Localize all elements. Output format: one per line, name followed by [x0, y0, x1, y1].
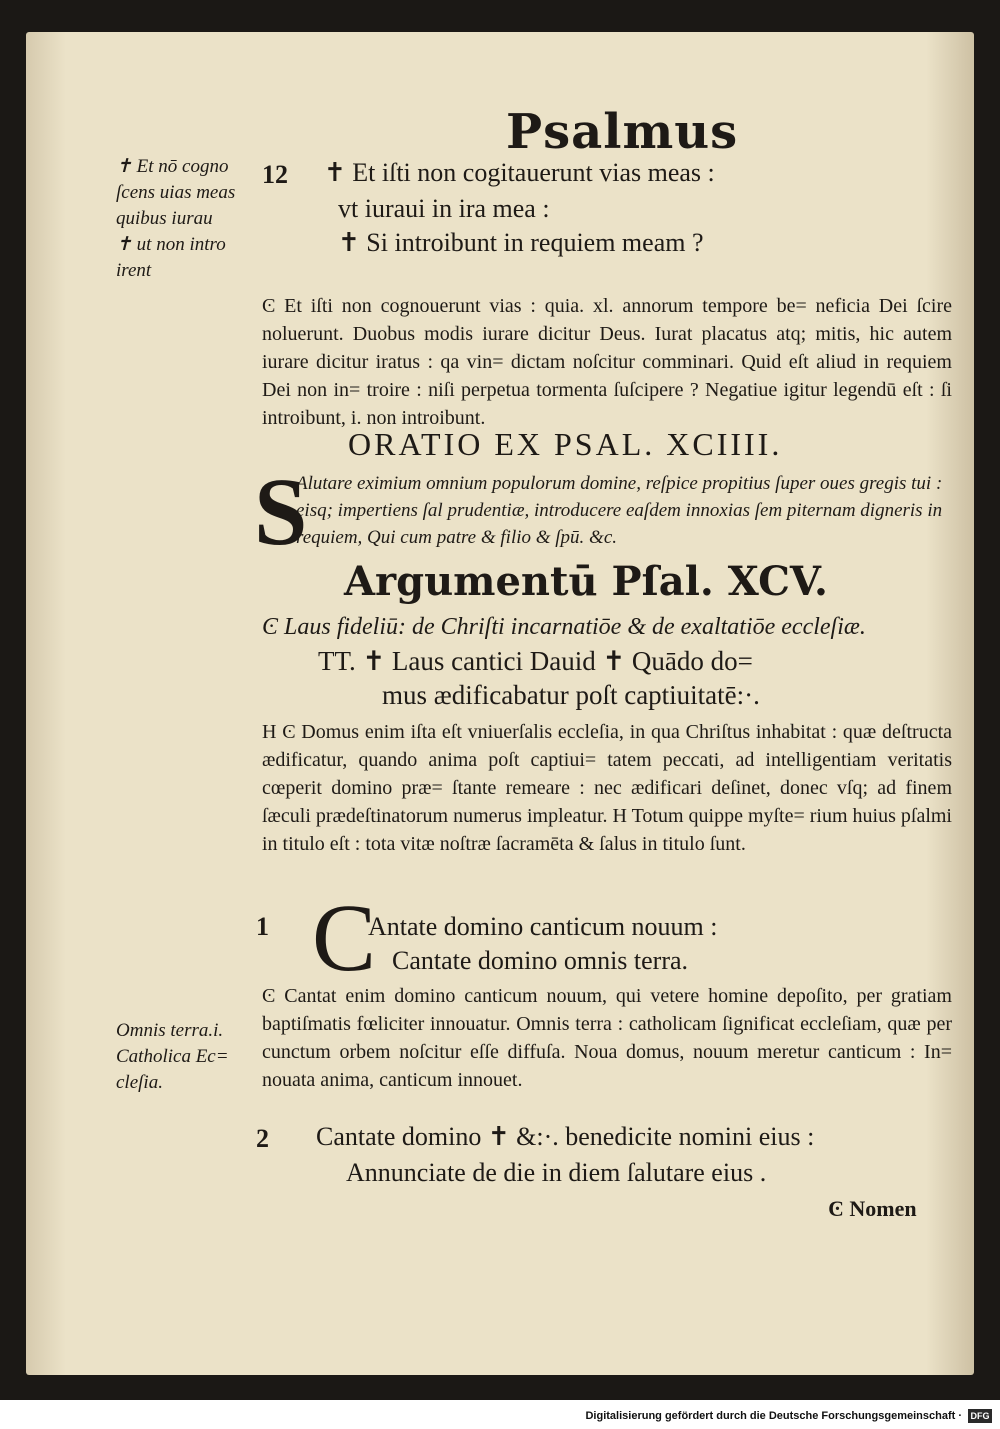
- verse-12-line-3: ✝ Si introibunt in requiem meam ?: [338, 228, 704, 257]
- verse-number-1: 1: [256, 912, 269, 941]
- dfg-logo-icon: DFG: [968, 1409, 992, 1423]
- dropcap-s: S: [254, 458, 308, 565]
- verse-12-line-2: vt iuraui in ira mea :: [338, 194, 550, 223]
- verse-2-line-2: Annunciate de die in diem ſalutare eius .: [346, 1158, 767, 1187]
- verse-number-12: 12: [262, 160, 288, 189]
- commentary-paragraph-2: H Ͼ Domus enim iſta eſt vniuerſalis eccleſia, in qua Chriſtus inhabitat : quæ deſtructa ædificatur, quando anima poſt captiui= tatem peccati, ad intelligentiam veritatis cœperit domino præ= ſtante remeare : nec ædificari deſinet, donec vſq; ad finem ſæculi prædeſtinatorum numerus impleatur. H Totum quippe myſte= rium huius pſalmi in titulo eſt : tota vitæ noſtræ ſacramēta & ſalus in titulo ſunt.: [262, 721, 952, 855]
- bleed-through-text-right-lower: [919, 912, 974, 972]
- oratio-heading: ORATIO EX PSAL. XCIIII.: [348, 426, 783, 462]
- verse-12-line-1: ✝ Et iſti non cogitauerunt vias meas :: [324, 158, 715, 187]
- bleed-through-text-right: [914, 182, 974, 742]
- verse-1-line-1: Antate domino canticum nouum :: [368, 912, 718, 941]
- psalm-title-line-2: mus ædificabatur poſt captiuitatē:·.: [382, 680, 760, 710]
- margin-note-2: Omnis terra.i. Catholica Ec= cleſia.: [116, 1020, 229, 1093]
- commentary-paragraph-3: Ͼ Cantat enim domino canticum nouum, qui vetere homine depoſito, per gratiam baptiſmatis fœliciter innouatur. Omnis terra : catholicam ſignificat eccleſiam, quæ per cunctum orbem noſcitur eſſe diffuſa. Noua domus, nouum meretur canticum : In= nouata anima, canticum innouet.: [262, 985, 952, 1091]
- oratio-text: Alutare eximium omnium populorum domine, reſpice propitius ſuper oues gregis tui : eisq; impertiens ſal prudentiæ, introducere eaſdem innoxias ſem piternam digneris in requiem, Qui cum patre & filio & ſpū. &c.: [296, 473, 943, 548]
- argumentum-heading: Argumentū Pſal. XCV.: [344, 558, 828, 605]
- book-page: [26, 32, 974, 1375]
- running-head: Psalmus: [506, 104, 739, 160]
- verse-2-line-1: Cantate domino ✝ &:·. benedicite nomini eius :: [316, 1122, 815, 1151]
- psalm-title-line-1: TT. ✝ Laus cantici Dauid ✝ Quādo do=: [318, 646, 753, 676]
- dropcap-c: C: [312, 884, 377, 991]
- argumentum-subtitle: Ͼ Laus fideliū: de Chriſti incarnatiōe & de exaltatiōe eccleſiæ.: [262, 614, 866, 640]
- commentary-paragraph-1: Ͼ Et iſti non cognouerunt vias : quia. xl. annorum tempore be= neficia Dei ſcire noluerunt. Duobus modis iurare dicitur Deus. Iurat placatus atq; mitis, hic autem iurare dicitur iratus : qa vin= dictam noſcitur comminari. Quid eſt aliud in requiem Dei non in= troire : niſi perpetua tormenta ſuſcipere ? Negatiue igitur legendū eſt : ſi introibunt, i. non introibunt.: [262, 295, 952, 429]
- verse-number-2: 2: [256, 1124, 269, 1153]
- verse-1-line-2: Cantate domino omnis terra.: [392, 946, 689, 975]
- catchword: Ͼ Nomen: [828, 1196, 917, 1221]
- margin-note-1: ✝ Et nō cogno ſcens uias meas quibus iurau ✝ ut non intro irent: [116, 156, 236, 281]
- footer-credit-text: Digitalisierung gefördert durch die Deutsche Forschungsgemeinschaft ·: [585, 1410, 962, 1422]
